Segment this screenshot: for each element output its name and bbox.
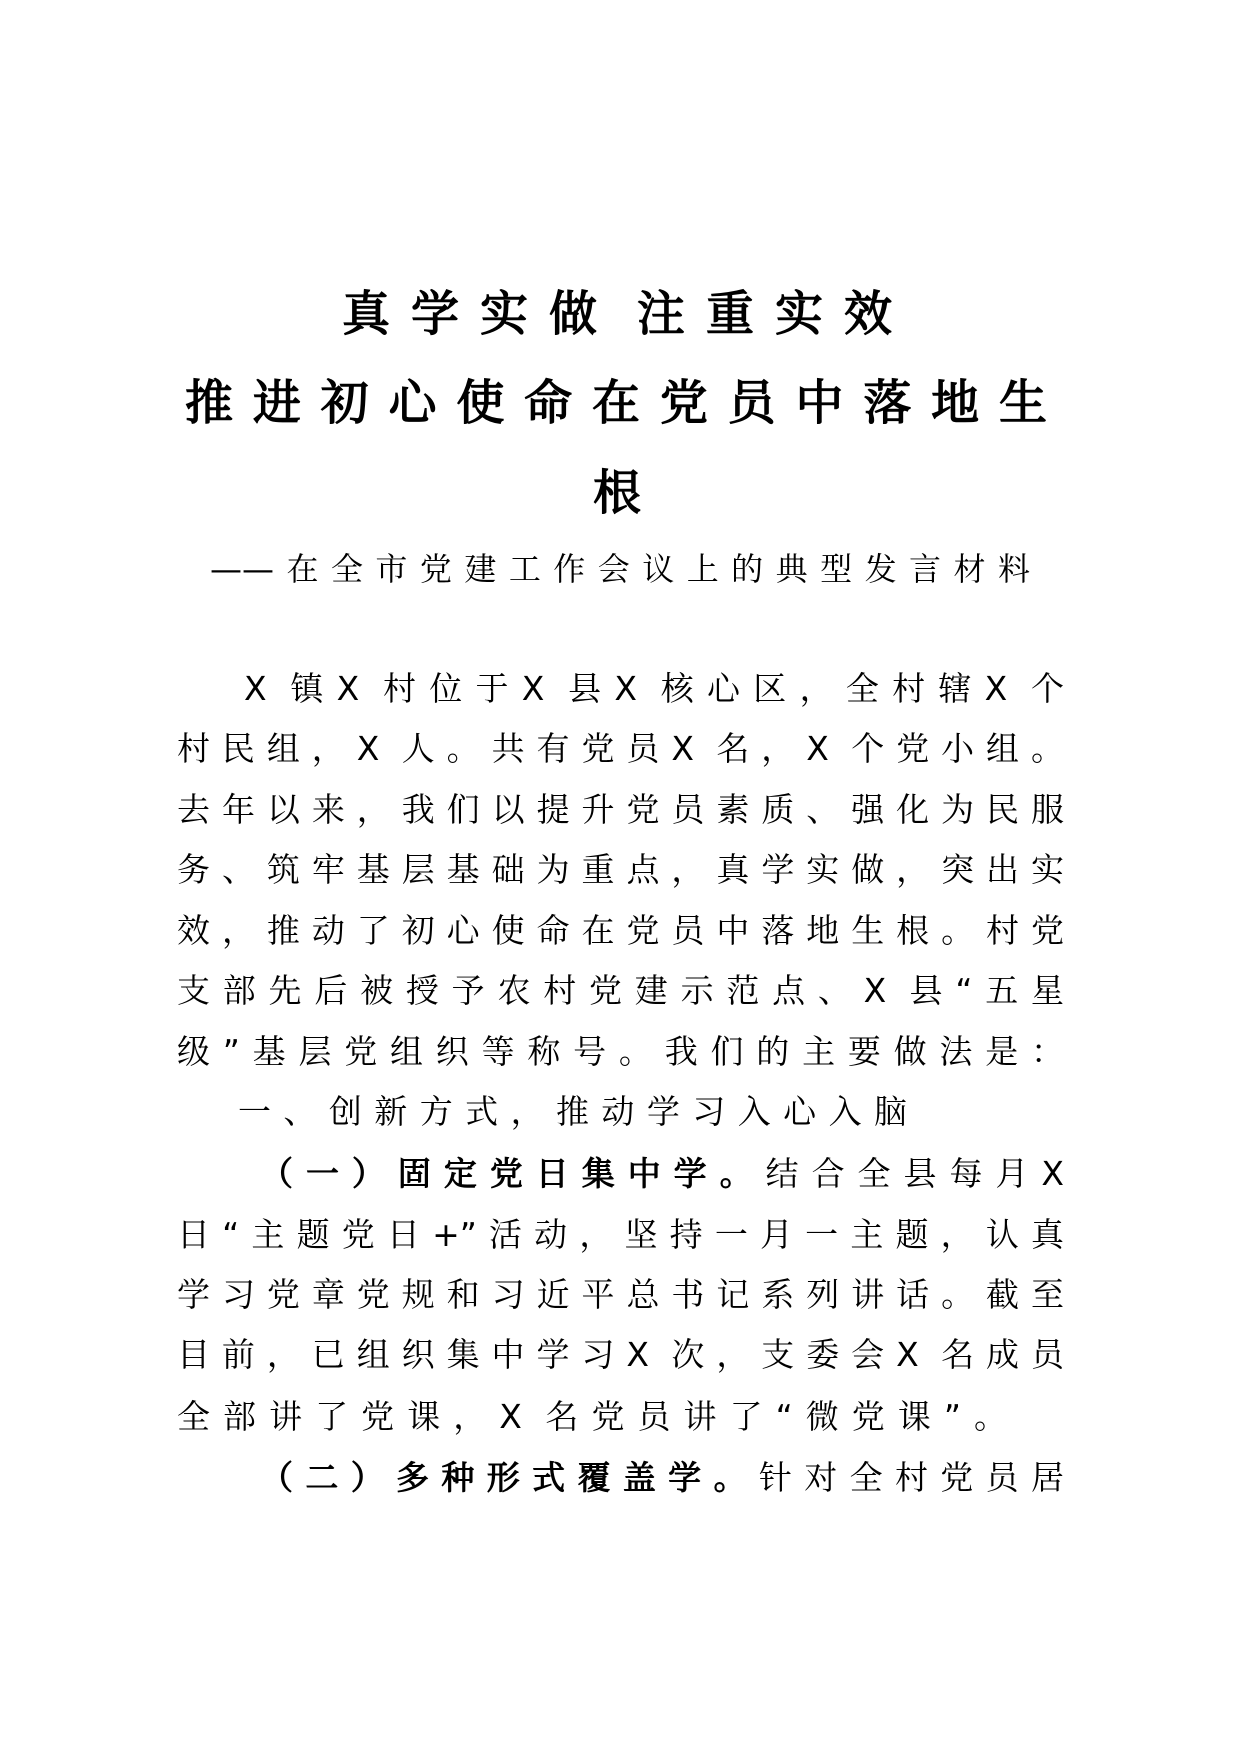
subsection-2-text: 针对全村党员居 xyxy=(758,1458,1065,1497)
intro-line: X 镇X 村位于X 县X 核心区，全村辖X 个 xyxy=(244,669,1064,708)
section-heading-1: 一、创新方式，推动学习入心入脑 xyxy=(238,1092,907,1131)
intro-line: 级”基层党组织等称号。我们的主要做法是： xyxy=(177,1032,1064,1071)
title-line-3: 根 xyxy=(593,465,642,521)
title-line-2: 推进初心使命在党员中落地生 xyxy=(185,375,1047,431)
intro-line: 去年以来，我们以提升党员素质、强化为民服 xyxy=(177,790,1064,829)
intro-line: 村民组，X 人。共有党员X 名，X 个党小组。 xyxy=(177,729,1064,768)
subsection-1-line: 全部讲了党课，X 名党员讲了“微党课”。 xyxy=(177,1397,1007,1436)
title-line-1: 真 学 实 做 注 重 实 效 xyxy=(342,286,892,342)
subsection-2-heading: （二）多种形式覆盖学。 xyxy=(260,1458,759,1497)
subtitle: ——在全市党建工作会议上的典型发言材料 xyxy=(210,550,1030,588)
subsection-1-first-line xyxy=(260,1154,1065,1193)
subsection-1-heading: （一）固定党日集中学。 xyxy=(260,1154,766,1193)
subsection-2-first-line xyxy=(260,1458,1065,1497)
subsection-1-line: 日“主题党日+”活动，坚持一月一主题，认真 xyxy=(177,1215,1064,1254)
intro-line: 效，推动了初心使命在党员中落地生根。村党 xyxy=(177,911,1064,950)
intro-line: 支部先后被授予农村党建示范点、X 县“五星 xyxy=(177,971,1064,1010)
subsection-1-text: 结合全县每月X xyxy=(765,1154,1065,1193)
intro-line: 务、筑牢基层基础为重点，真学实做，突出实 xyxy=(177,850,1064,889)
subsection-1-line: 学习党章党规和习近平总书记系列讲话。截至 xyxy=(177,1275,1064,1314)
subsection-1-line: 目前，已组织集中学习X 次，支委会X 名成员 xyxy=(177,1335,1064,1374)
